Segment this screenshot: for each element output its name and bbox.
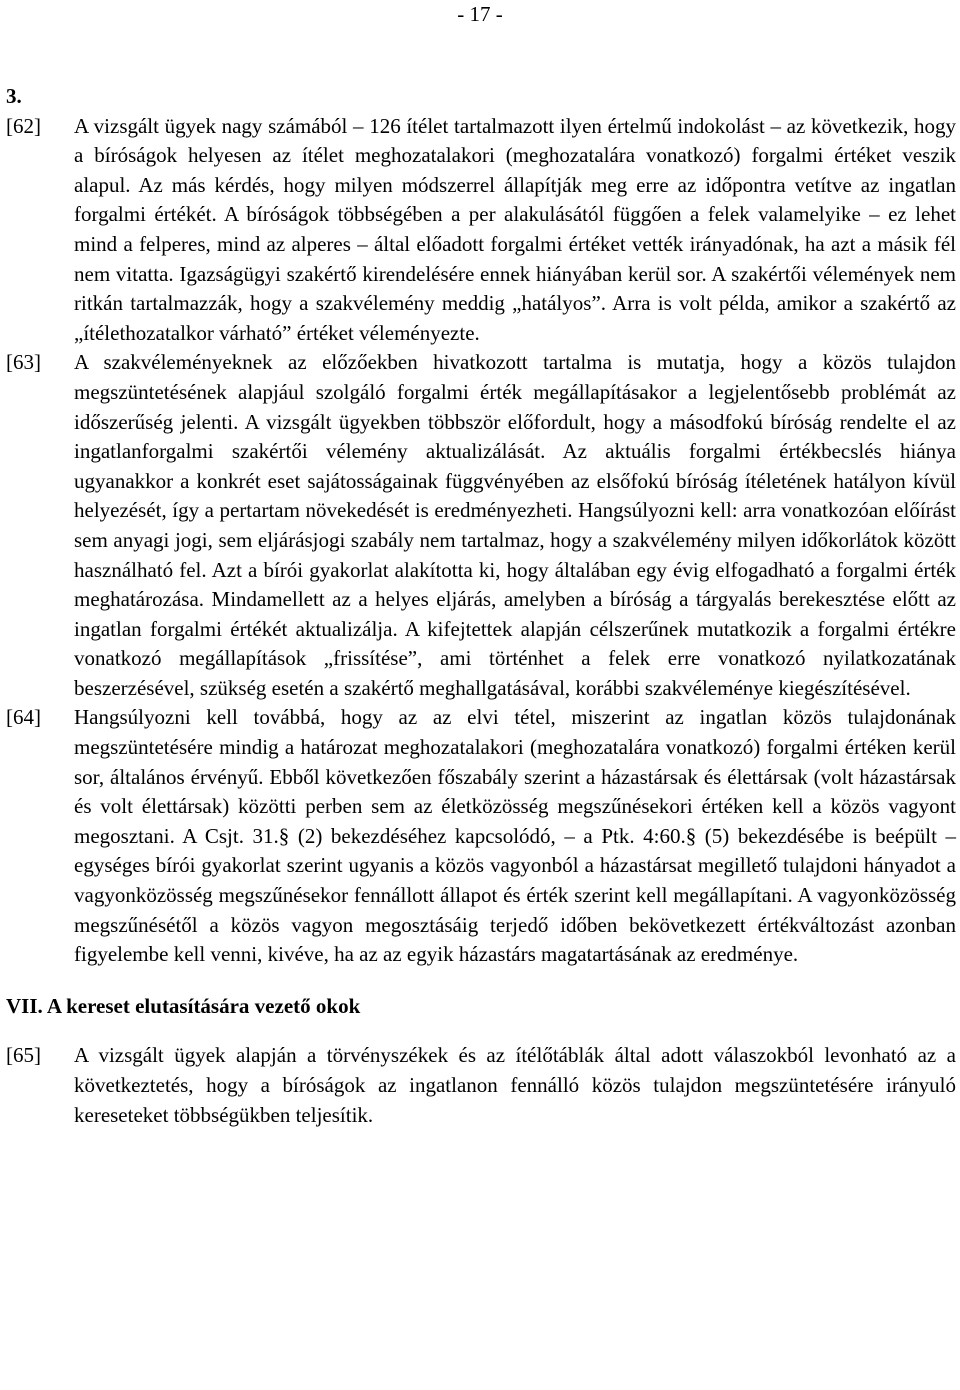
paragraph-62: [6, 112, 956, 349]
paragraph-65: [6, 1041, 956, 1130]
paragraph-text: A vizsgált ügyek nagy számából – 126 ítélet tartalmazott ilyen értelmű indokolást – az következik, hogy a bíróságok helyesen az ítélet meghozatalakori (meghozatalára vonatkozó) forgalmi értéket veszik alapul. Az más kérdés, hogy milyen módszerrel állapítják meg erre az időpontra vetítve az ingatlan forgalmi értékét. A bíróságok többségében a per alakulásától függően a felek valamelyike – ez lehet mind a felperes, mind az alperes – által előadott forgalmi értéket vették irányadónak, ha azt a másik fél nem vitatta. Igazságügyi szakértő kirendelésére ennek hiányában kerül sor. A szakértői vélemények nem ritkán tartalmazzák, hogy a szakvélemény meddig „hatályos”. Arra is volt példa, amikor a szakértő az „ítélethozatalkor várható” értéket véleményezte.: [74, 113, 956, 345]
paragraph-number: [65]: [6, 1043, 41, 1068]
paragraph-number: [62]: [6, 113, 41, 138]
paragraph-text: A vizsgált ügyek alapján a törvényszékek és az ítélőtáblák által adott válaszokból levonható az a következtetés, hogy a bíróságok az ingatlanon fennálló közös tulajdon megszüntetésére irányuló kereseteket többségükben teljesítik.: [74, 1043, 956, 1127]
section-heading: 3.: [6, 84, 22, 108]
paragraph-number: [63]: [6, 350, 41, 375]
paragraph-63: [6, 348, 956, 703]
page-number: - 17 -: [457, 2, 503, 26]
chapter-heading: VII. A kereset elutasítására vezető okok: [6, 993, 361, 1018]
paragraph-text: Hangsúlyozni kell továbbá, hogy az az elvi tétel, miszerint az ingatlan közös tulajdonának megszüntetésére mindig a határozat meghozatalakori (meghozatalára vonatkozó) forgalmi értéken kerül sor, általános érvényű. Ebből következően főszabály szerint a házastársak és élettársak (volt házastársak és volt élettársak) közötti perben sem az életközösség megszűnésekori értéken kell a közös vagyont megosztani. A Csjt. 31.§ (2) bekezdéséhez kapcsolódó, – a Ptk. 4:60.§ (5) bekezdésébe is beépült – egységes bírói gyakorlat szerint ugyanis a közös vagyonból a házastársat megillető tulajdoni hányadot a vagyonközösség megszűnésekor fennállott állapot és érték szerint kell megállapítani. A vagyonközösség megszűnésétől a közös vagyon megosztásáig terjedő időben bekövetkezett értékváltozást azonban figyelembe kell venni, kivéve, ha az az egyik házastárs magatartásának az eredménye.: [74, 705, 956, 967]
paragraph-text: A szakvéleményeknek az előzőekben hivatkozott tartalma is mutatja, hogy a közös tulajdon megszüntetésének alapjául szolgáló forgalmi érték megállapításakor a legjelentősebb problémát az időszerűség jelenti. A vizsgált ügyekben többször előfordult, hogy a másodfokú bíróság rendelte el az ingatlanforgalmi szakértői vélemény aktualizálását. Az aktuális forgalmi értékbecslés hiánya ugyanakkor a konkrét eset sajátosságainak függvényében az elsőfokú bíróság ítéletének hatályon kívül helyezését, így a pertartam növekedését is eredményezheti. Hangsúlyozni kell: arra vonatkozóan előírást sem anyagi jogi, sem eljárásjogi szabály nem tartalmaz, hogy a szakvélemény milyen időkorlátok között használható fel. Azt a bírói gyakorlat alakította ki, hogy általában egy évig elfogadható a forgalmi érték meghatározása. Mindamellett az a helyes eljárás, amelyben a bíróság a tárgyalás berekesztése előtt az ingatlan forgalmi értékét aktualizálja. A kifejtettek alapján célszerűnek mutatkozik a forgalmi értékre vonatkozó megállapítások „frissítése”, ami történhet a felek erre vonatkozó nyilatkozatának beszerzésével, szükség esetén a szakértő meghallgatásával, korábbi szakvéleménye kiegészítésével.: [74, 350, 956, 700]
paragraph-64: [6, 703, 956, 969]
document-body: [6, 82, 956, 1130]
paragraph-number: [64]: [6, 705, 41, 730]
